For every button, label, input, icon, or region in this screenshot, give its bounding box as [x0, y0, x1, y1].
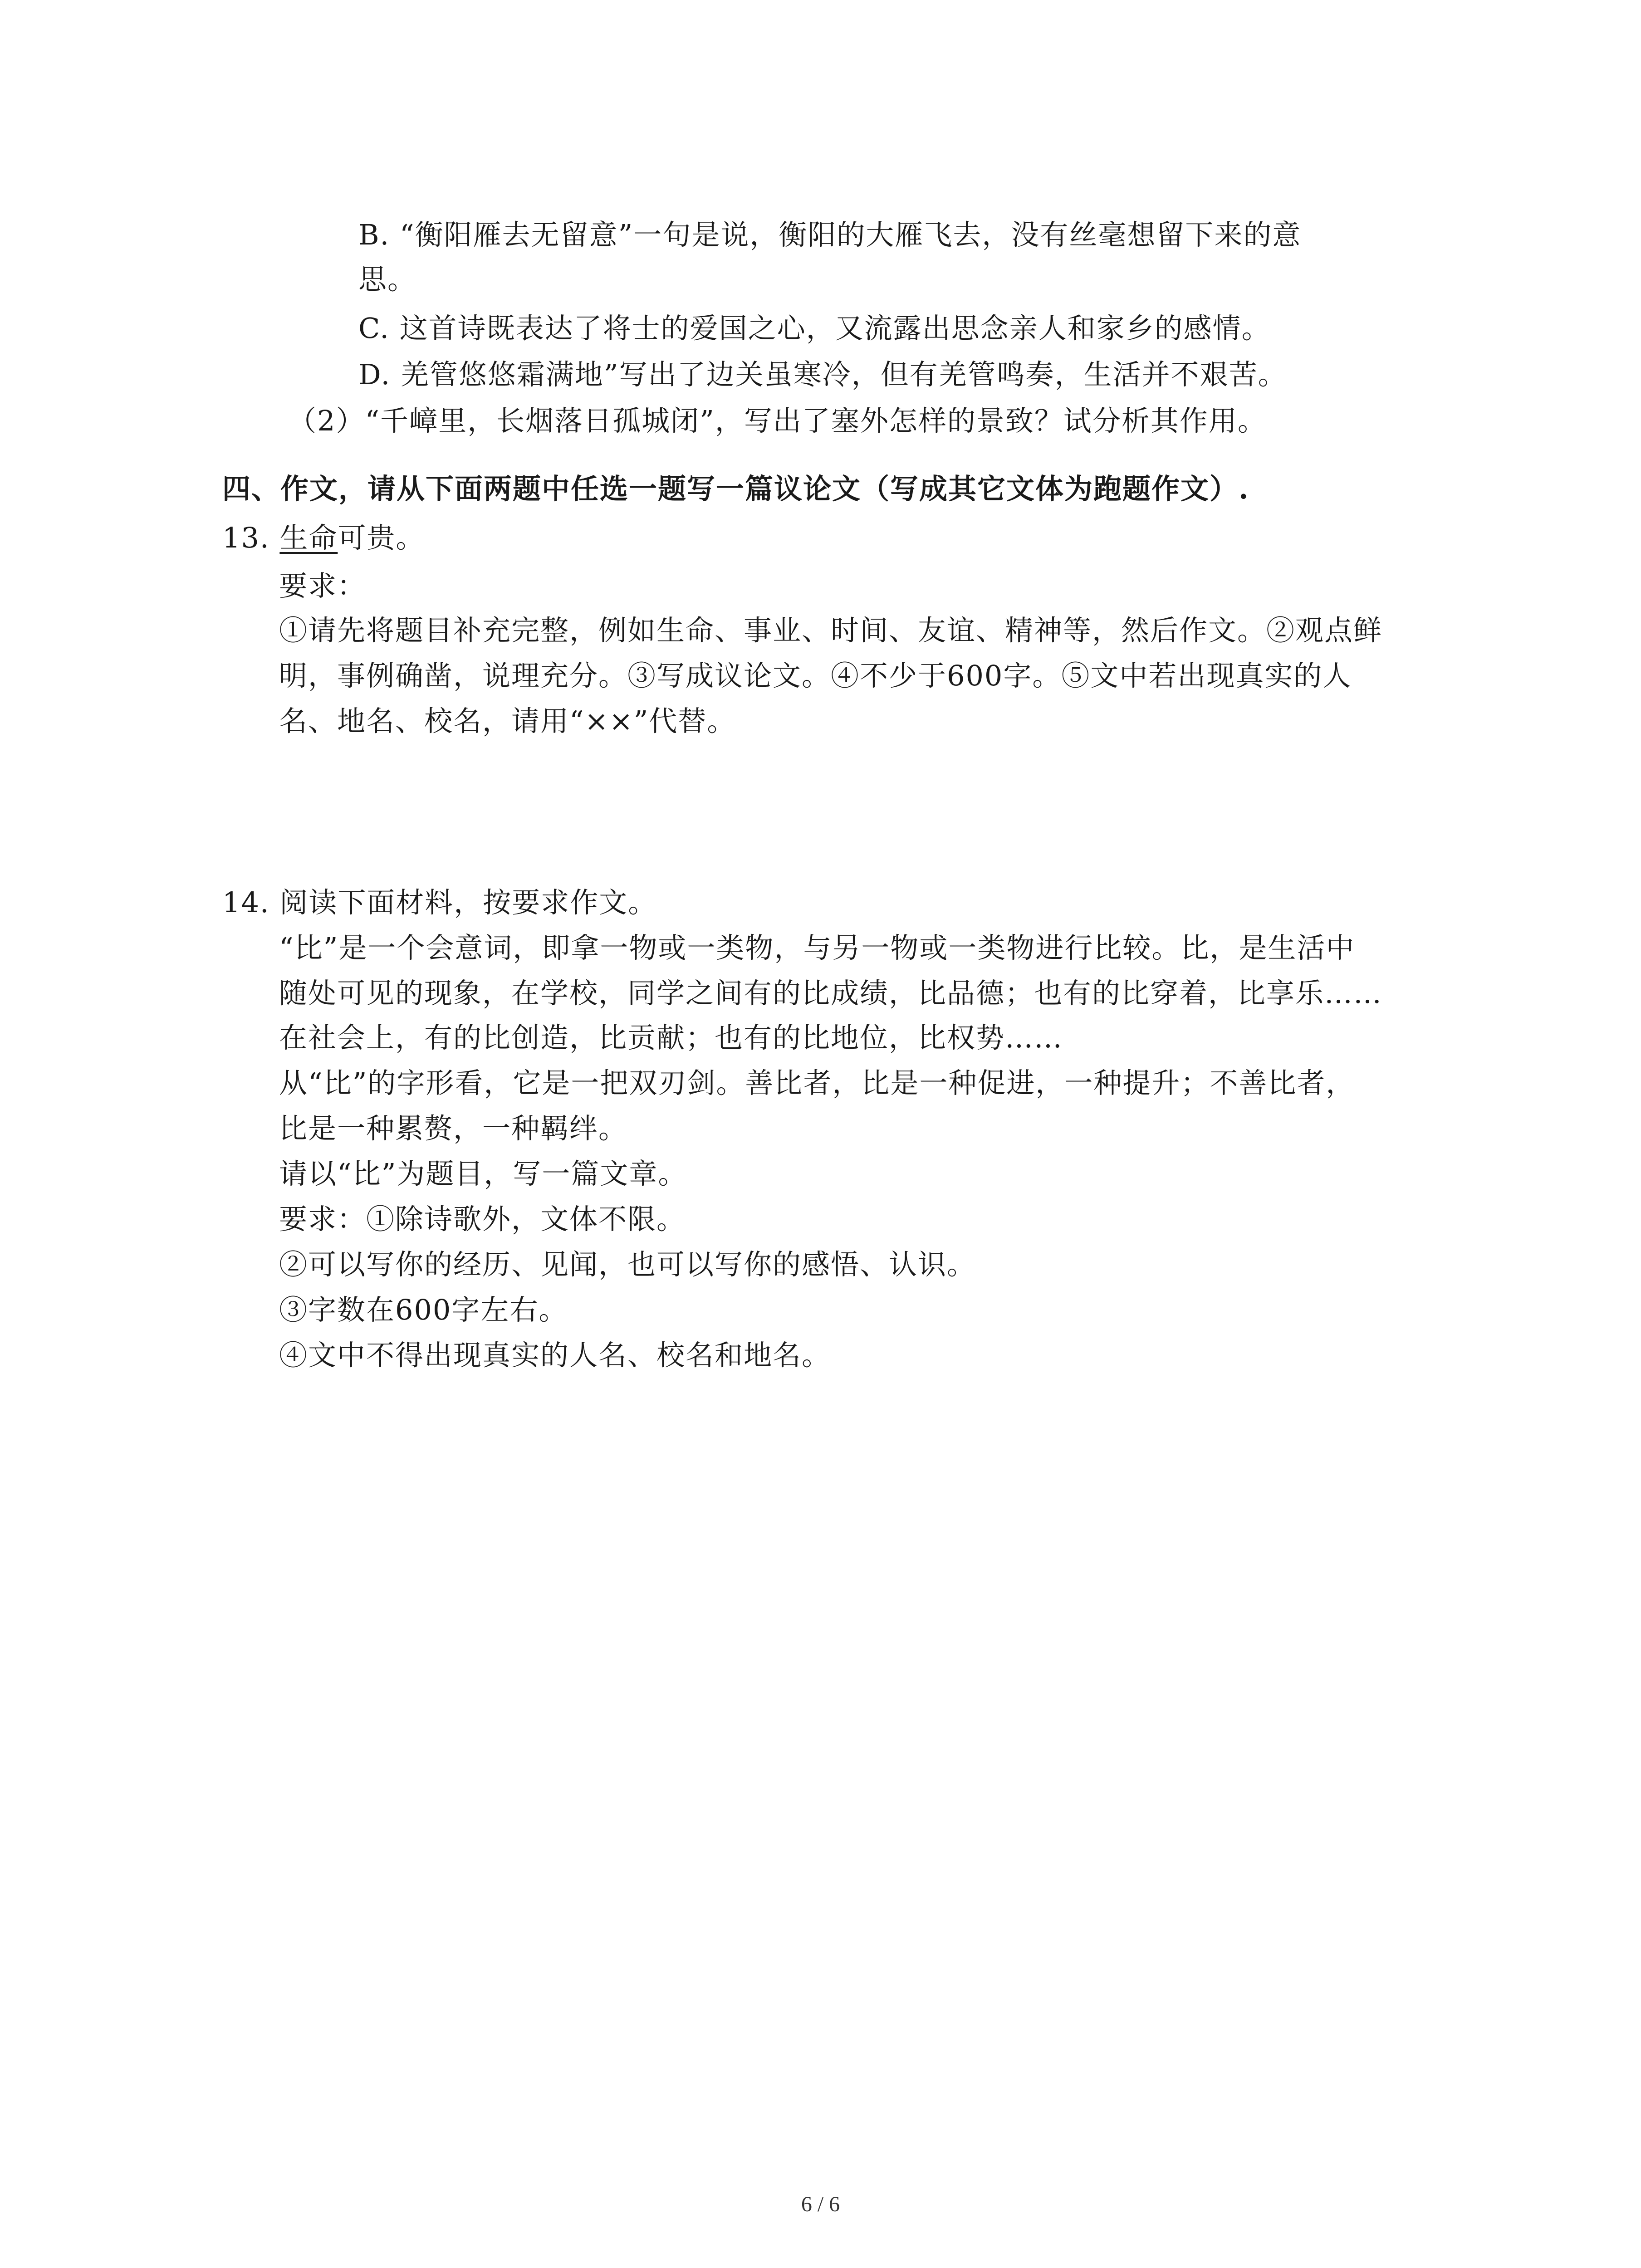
- question-14-requirement-2: ②可以写你的经历、见闻，也可以写你的感悟、认识。: [279, 1248, 976, 1281]
- option-b-line1: B. “衡阳雁去无留意”一句是说，衡阳的大雁飞去，没有丝毫想留下来的意: [358, 218, 1302, 251]
- question-14-requirement-3: ③字数在600字左右。: [279, 1293, 568, 1326]
- question-13-number: 13.: [222, 521, 280, 554]
- question-12-part-2: （2）“千嶂里，长烟落日孤城闭”，写出了塞外怎样的景致？试分析其作用。: [288, 404, 1267, 437]
- question-13-title: [222, 520, 425, 556]
- option-d: D. 羌管悠悠霜满地”写出了边关虽寒冷，但有羌管鸣奏，生活并不艰苦。: [358, 358, 1287, 391]
- question-14-requirement-1: 要求：①除诗歌外，文体不限。: [279, 1202, 686, 1236]
- section-four-heading: 四、作文，请从下面两题中任选一题写一篇议论文（写成其它文体为跑题作文）.: [222, 472, 1249, 505]
- question-14-material-line4: 从“比”的字形看，它是一把双刃剑。善比者，比是一种促进，一种提升；不善比者，: [279, 1066, 1355, 1100]
- question-14-instruction: 请以“比”为题目，写一篇文章。: [279, 1157, 687, 1190]
- option-c: C. 这首诗既表达了将士的爱国之心，又流露出思念亲人和家乡的感情。: [358, 312, 1271, 345]
- question-14-material-line5: 比是一种累赘，一种羁绊。: [279, 1112, 628, 1145]
- question-14-material-line2: 随处可见的现象，在学校，同学之间有的比成绩，比品德；也有的比穿着，比享乐……: [279, 977, 1383, 1010]
- question-14-title: 14. 阅读下面材料，按要求作文。: [222, 886, 657, 919]
- question-14-material-line3: 在社会上，有的比创造，比贡献；也有的比地位，比权势……: [279, 1021, 1063, 1054]
- question-14-requirement-4: ④文中不得出现真实的人名、校名和地名。: [279, 1339, 831, 1372]
- question-14-material-line1: “比”是一个会意词，即拿一物或一类物，与另一物或一类物进行比较。比，是生活中: [279, 931, 1355, 964]
- question-13-title-rest: 可贵。: [338, 521, 425, 554]
- page-number: 6 / 6: [801, 2192, 840, 2216]
- question-13-requirements-line2: 明，事例确凿，说理充分。③写成议论文。④不少于600字。⑤文中若出现真实的人: [279, 659, 1352, 692]
- question-13-requirements-line1: ①请先将题目补充完整，例如生命、事业、时间、友谊、精神等，然后作文。②观点鲜: [279, 614, 1383, 647]
- question-13-blank-word: 生命: [279, 521, 338, 554]
- option-b-line2: 思。: [358, 263, 417, 296]
- question-13-requirements-label: 要求：: [279, 569, 367, 602]
- question-13-requirements-line3: 名、地名、校名，请用“××”代替。: [279, 704, 736, 738]
